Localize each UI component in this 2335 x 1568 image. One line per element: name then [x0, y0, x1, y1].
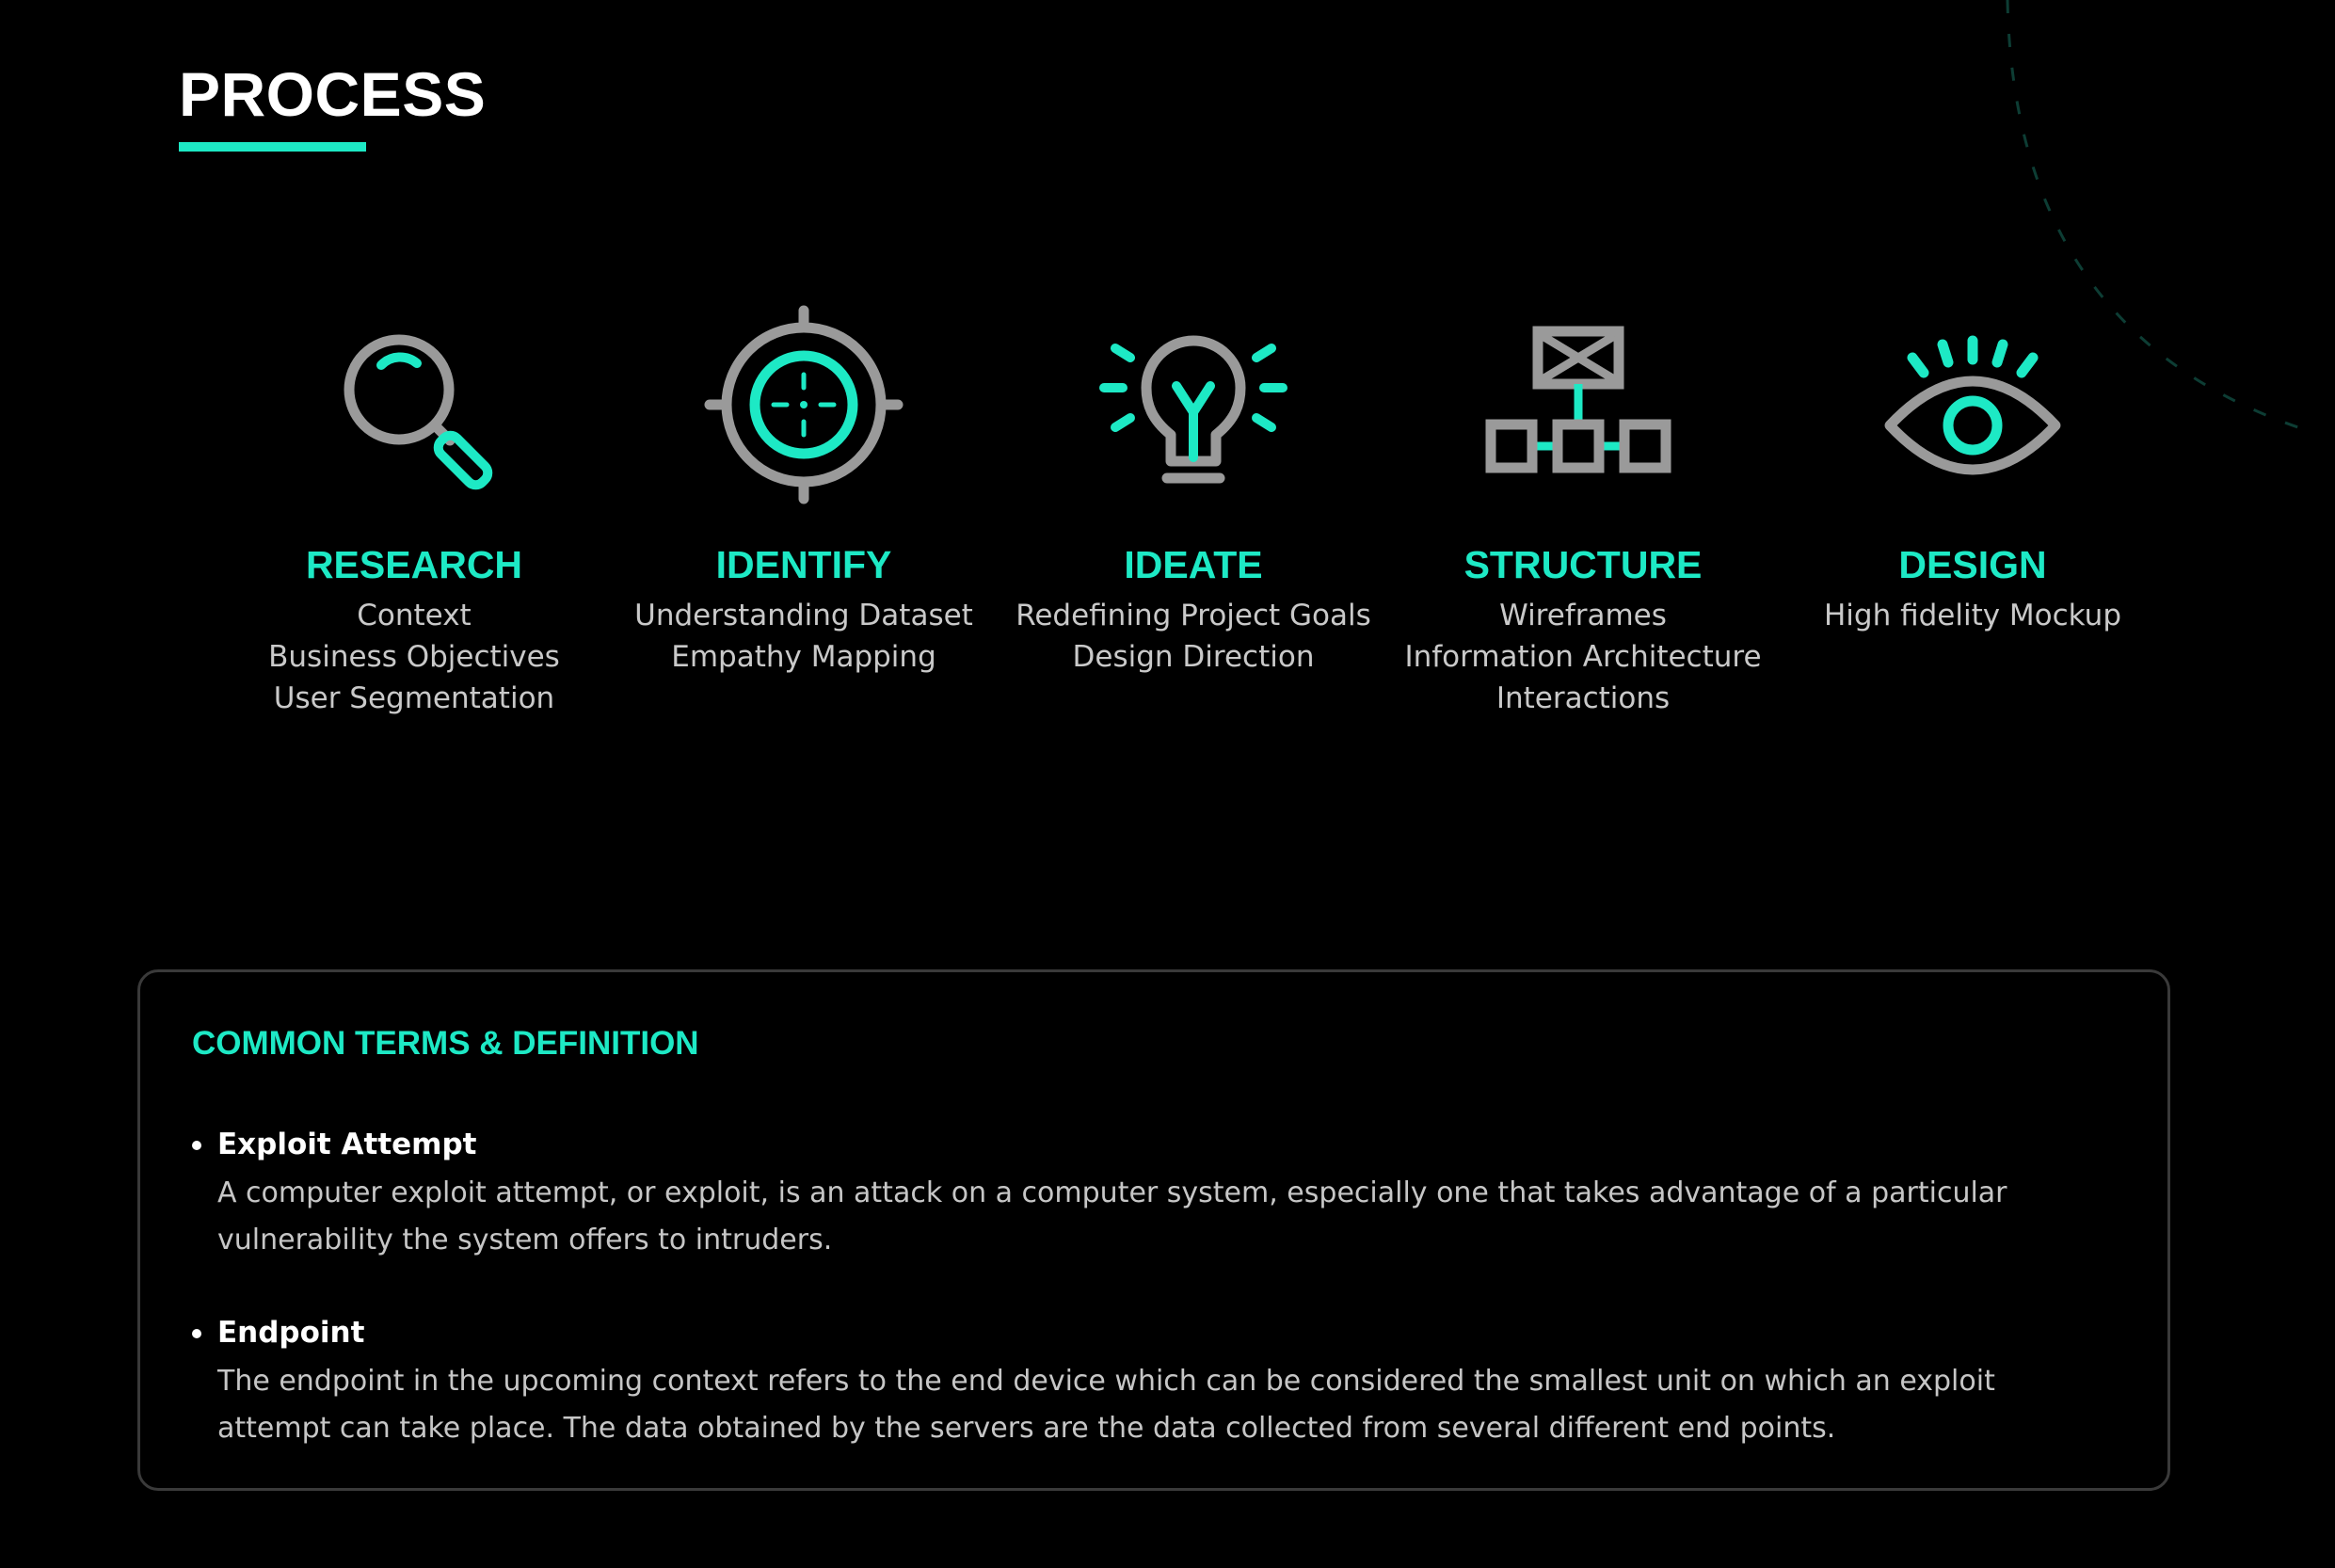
term-item-exploit-attempt: [192, 1123, 2131, 1264]
step-name-structure: STRUCTURE: [1463, 543, 1703, 586]
step-name-design: DESIGN: [1898, 543, 2047, 586]
step-name-identify: IDENTIFY: [715, 543, 892, 586]
step-name-ideate: IDEATE: [1124, 543, 1263, 586]
process-step-design: [1766, 301, 2180, 636]
magnifier-icon: [311, 301, 518, 508]
step-name-research: RESEARCH: [305, 543, 523, 586]
terms-title: COMMON TERMS & DEFINITION: [192, 1025, 699, 1062]
process-step-structure: [1376, 301, 1790, 719]
step-detail: Information Architecture: [1404, 640, 1762, 674]
crosshair-target-icon: [700, 301, 907, 508]
term-name: Endpoint: [217, 1316, 365, 1350]
sitemap-structure-icon: [1479, 301, 1687, 508]
bullet-icon: [192, 1329, 201, 1338]
bullet-icon: [192, 1141, 201, 1150]
title-underline: [179, 142, 366, 152]
terms-definition-panel: [137, 969, 2170, 1491]
step-detail: Design Direction: [1072, 640, 1315, 674]
lightbulb-icon: [1090, 301, 1297, 508]
step-detail: User Segmentation: [273, 681, 555, 715]
step-detail: Redefining Project Goals: [1016, 599, 1371, 632]
step-detail: Business Objectives: [268, 640, 560, 674]
step-detail: High fidelity Mockup: [1823, 599, 2122, 632]
term-definition: The endpoint in the upcoming context refers to the end device which can be considered the smallest unit on which an exploit attempt can take place. The data obtained by the servers are the data collected from several different end points.: [217, 1365, 1995, 1445]
step-detail: Wireframes: [1499, 599, 1667, 632]
process-step-ideate: [986, 301, 1400, 678]
process-step-research: [207, 301, 621, 719]
step-detail: Context: [357, 599, 472, 632]
page-title: PROCESS: [179, 59, 487, 129]
term-name: Exploit Attempt: [217, 1128, 477, 1161]
step-detail: Interactions: [1495, 681, 1671, 715]
term-item-endpoint: [192, 1311, 2131, 1452]
step-detail: Empathy Mapping: [671, 640, 936, 674]
process-step-identify: [597, 301, 1011, 678]
step-detail: Understanding Dataset: [634, 599, 973, 632]
term-definition: A computer exploit attempt, or exploit, is an attack on a computer system, especially one that takes advantage of a particular vulnerability the system offers to intruders.: [217, 1176, 2007, 1256]
eye-icon: [1869, 301, 2076, 508]
